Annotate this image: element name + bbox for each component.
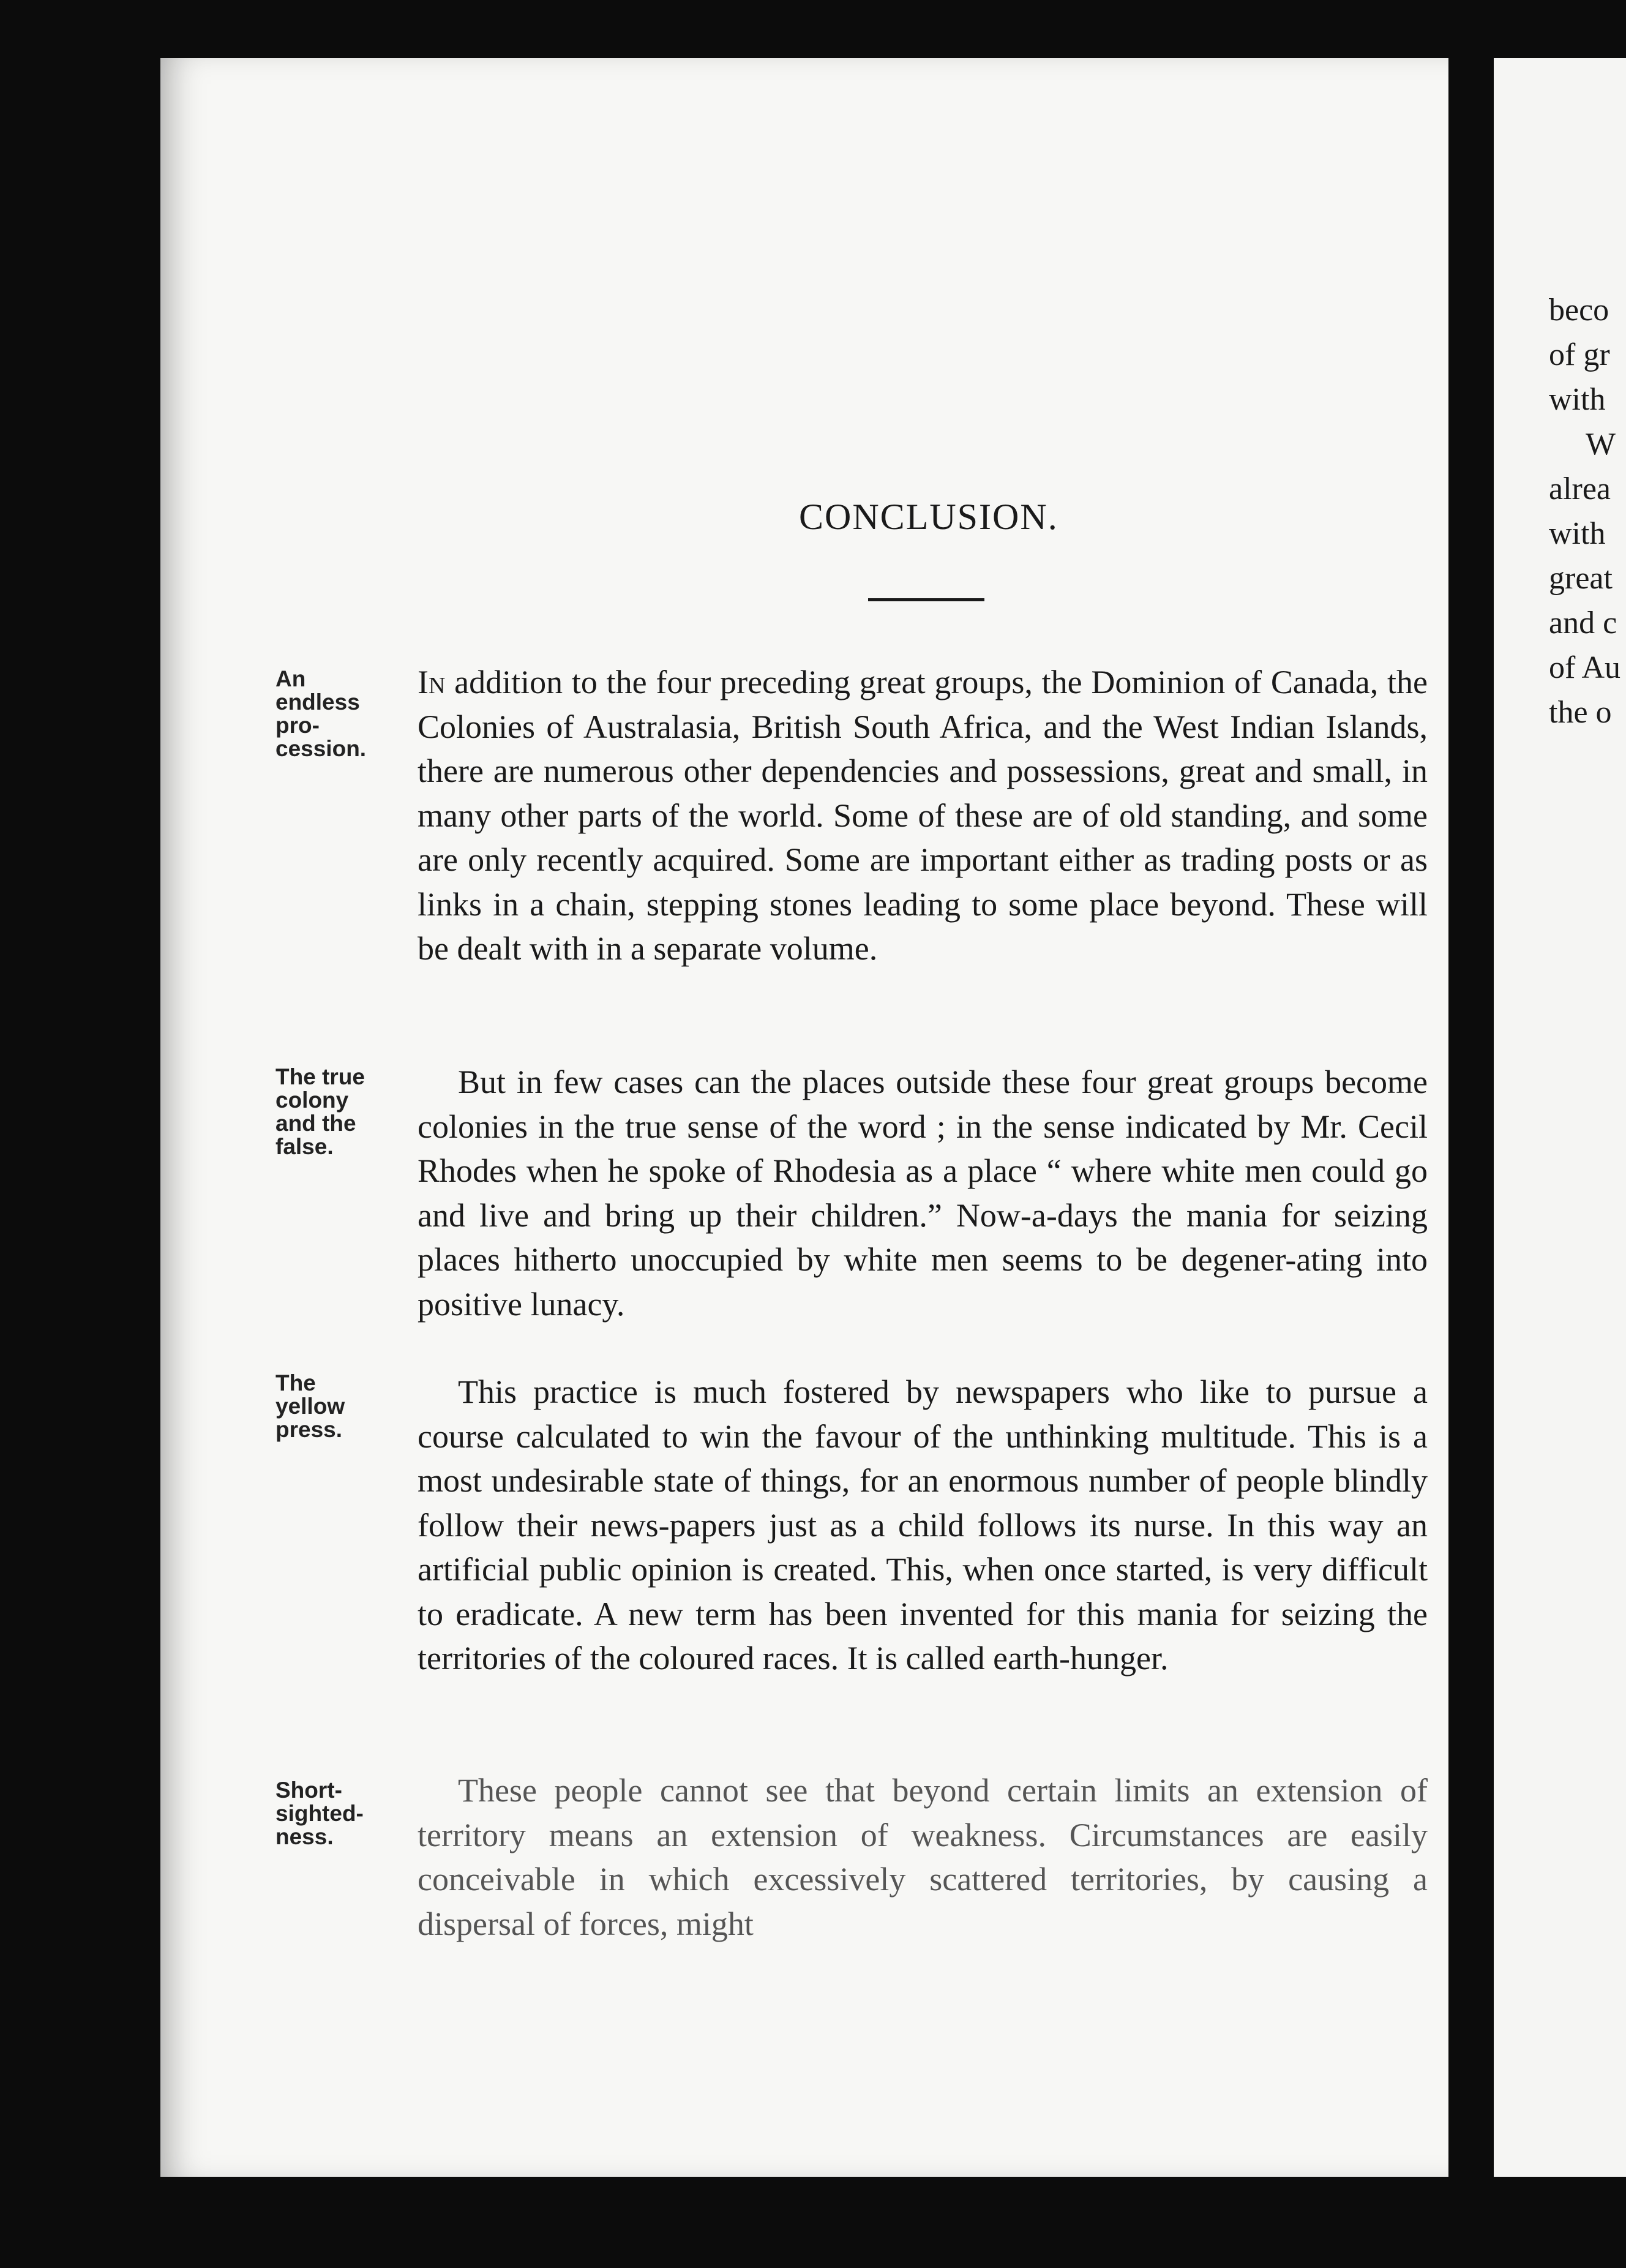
sidenote-line: false. (275, 1134, 334, 1159)
sidenote-line: colony (275, 1087, 349, 1113)
sidenote-line: sighted- (275, 1801, 364, 1826)
title-rule (868, 598, 984, 601)
paragraph-2: But in few cases can the places outside these four great groups become colonies in the true sense of the word ; in the sense indicated by Mr. Cecil Rhodes when he spoke of Rhodesia as a place “ where white men could go and live and bring up their children.” Now-a-days the mania for seizing places hitherto unoccupied by white men seems to be degener-ating into positive lunacy. (418, 1064, 1428, 1323)
paragraph-lead: In (418, 664, 446, 700)
facing-line: beco (1549, 293, 1609, 328)
page-title: CONCLUSION. (799, 497, 1058, 537)
facing-page (1494, 58, 1626, 2177)
sidenote-endless-procession (275, 667, 366, 760)
sidenote-short-sightedness (275, 1779, 364, 1849)
sidenote-line: yellow (275, 1394, 345, 1419)
sidenote-line: An (275, 666, 306, 691)
sidenote-line: and the (275, 1111, 356, 1136)
facing-line: great (1549, 561, 1613, 596)
facing-line: alrea (1549, 471, 1611, 506)
facing-line: and c (1549, 606, 1617, 640)
paragraph-4: These people cannot see that beyond certain limits an extension of territory means an extension of weakness. Circumstances are easily conceivable in which excessively scattered territories, by causing a dispersal of forces, might (418, 1772, 1428, 1942)
sidenote-line: press. (275, 1417, 343, 1442)
facing-line: W (1586, 427, 1616, 462)
sidenote-line: pro- (275, 713, 320, 738)
sidenote-line: The true (275, 1064, 365, 1089)
facing-line: the o (1549, 695, 1612, 730)
sidenote-line: The (275, 1370, 316, 1395)
sidenote-line: ness. (275, 1824, 334, 1849)
sidenote-line: Short- (275, 1778, 342, 1803)
sidenote-true-colony (275, 1065, 365, 1158)
paragraph-3: This practice is much fostered by newspapers who like to pursue a course calculated to win the favour of the unthinking multitude. This is a most undesirable state of things, for an enormous number of people blindly follow their news-papers just as a child follows its nurse. In this way an artificial public opinion is created. This, when once started, is very difficult to eradicate. A new term has been invented for this mania for seizing the territories of the coloured races. It is called earth-hunger. (418, 1373, 1428, 1677)
facing-line: of Au (1549, 650, 1620, 685)
facing-line: with (1549, 382, 1606, 417)
sidenote-line: endless (275, 689, 360, 715)
facing-line: with (1549, 516, 1606, 551)
paragraph-1 (418, 660, 1428, 971)
sidenote-line: cession. (275, 736, 367, 761)
facing-line: of gr (1549, 337, 1610, 372)
paragraph-text: addition to the four preceding great groups, the Dominion of Canada, the Colonies of Australasia, British South Africa, and the West Indian Islands, there are numerous other dependencies and possessions, great and small, in many other parts of the world. Some of these are of old standing, and some are only recently acquired. Some are important either as trading posts or as links in a chain, stepping stones leading to some place beyond. These will be dealt with in a separate volume. (418, 664, 1428, 967)
sidenote-yellow-press (275, 1372, 345, 1441)
